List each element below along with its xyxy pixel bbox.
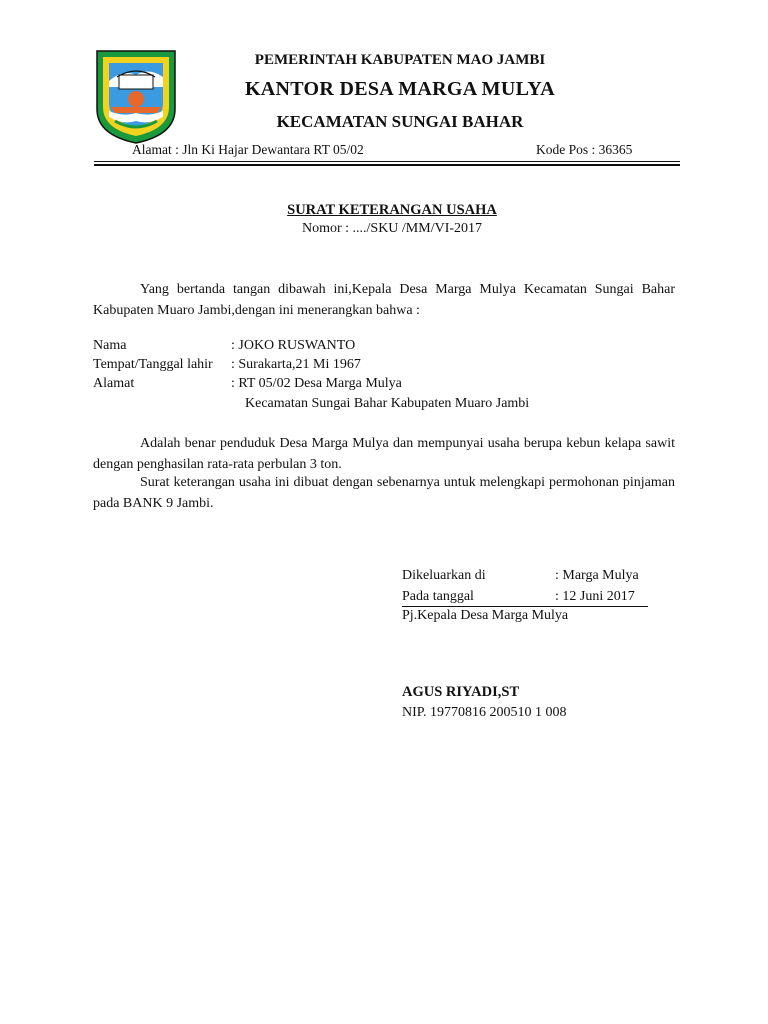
issued-date-label: Pada tanggal — [402, 589, 474, 604]
header-divider-thin — [94, 161, 680, 162]
issued-place-row — [402, 568, 639, 584]
issued-date-row — [402, 589, 648, 607]
field-row-name — [93, 338, 355, 354]
body-paragraph-2: Surat keterangan usaha ini dibuat dengan sebenarnya untuk melengkapi permohonan pinjaman pada BANK 9 Jambi. — [93, 475, 675, 511]
field-row-address — [93, 376, 402, 392]
field-label: Tempat/Tanggal lahir — [93, 357, 213, 372]
issued-place-label: Dikeluarkan di — [402, 568, 486, 583]
field-address-continuation: Kecamatan Sungai Bahar Kabupaten Muaro Jambi — [245, 396, 530, 411]
issued-place-value: : Marga Mulya — [555, 568, 639, 583]
postal-code: Kode Pos : 36365 — [536, 142, 633, 157]
issued-date-value: : 12 Juni 2017 — [555, 589, 635, 604]
field-value: : Surakarta,21 Mi 1967 — [231, 357, 361, 372]
field-row-birth — [93, 357, 361, 373]
signer-nip: NIP. 19770816 200510 1 008 — [402, 705, 567, 720]
letter-number: Nomor : ..../SKU /MM/VI-2017 — [301, 221, 483, 236]
letter-title: SURAT KETERANGAN USAHA — [287, 202, 497, 218]
government-name: PEMERINTAH KABUPATEN MAO JAMBI — [254, 52, 546, 68]
district-name: KECAMATAN SUNGAI BAHAR — [276, 112, 524, 131]
field-label: Alamat — [93, 376, 135, 391]
office-address: Alamat : Jln Ki Hajar Dewantara RT 05/02 — [132, 142, 364, 157]
header-divider-thick — [94, 164, 680, 166]
signer-position: Pj.Kepala Desa Marga Mulya — [402, 608, 569, 623]
field-value: : JOKO RUSWANTO — [231, 338, 356, 353]
opening-paragraph: Yang bertanda tangan dibawah ini,Kepala Desa Marga Mulya Kecamatan Sungai Bahar Kabupaten Muaro Jambi,dengan ini menerangkan bahwa : — [93, 282, 675, 318]
regency-emblem-logo — [93, 47, 179, 145]
office-name: KANTOR DESA MARGA MULYA — [244, 78, 556, 100]
field-value: : RT 05/02 Desa Marga Mulya — [231, 376, 402, 391]
signer-name: AGUS RIYADI,ST — [402, 684, 520, 700]
body-paragraph-1: Adalah benar penduduk Desa Marga Mulya dan mempunyai usaha berupa kebun kelapa sawit dengan penghasilan rata-rata perbulan 3 ton. — [93, 436, 675, 472]
field-label: Nama — [93, 338, 127, 353]
